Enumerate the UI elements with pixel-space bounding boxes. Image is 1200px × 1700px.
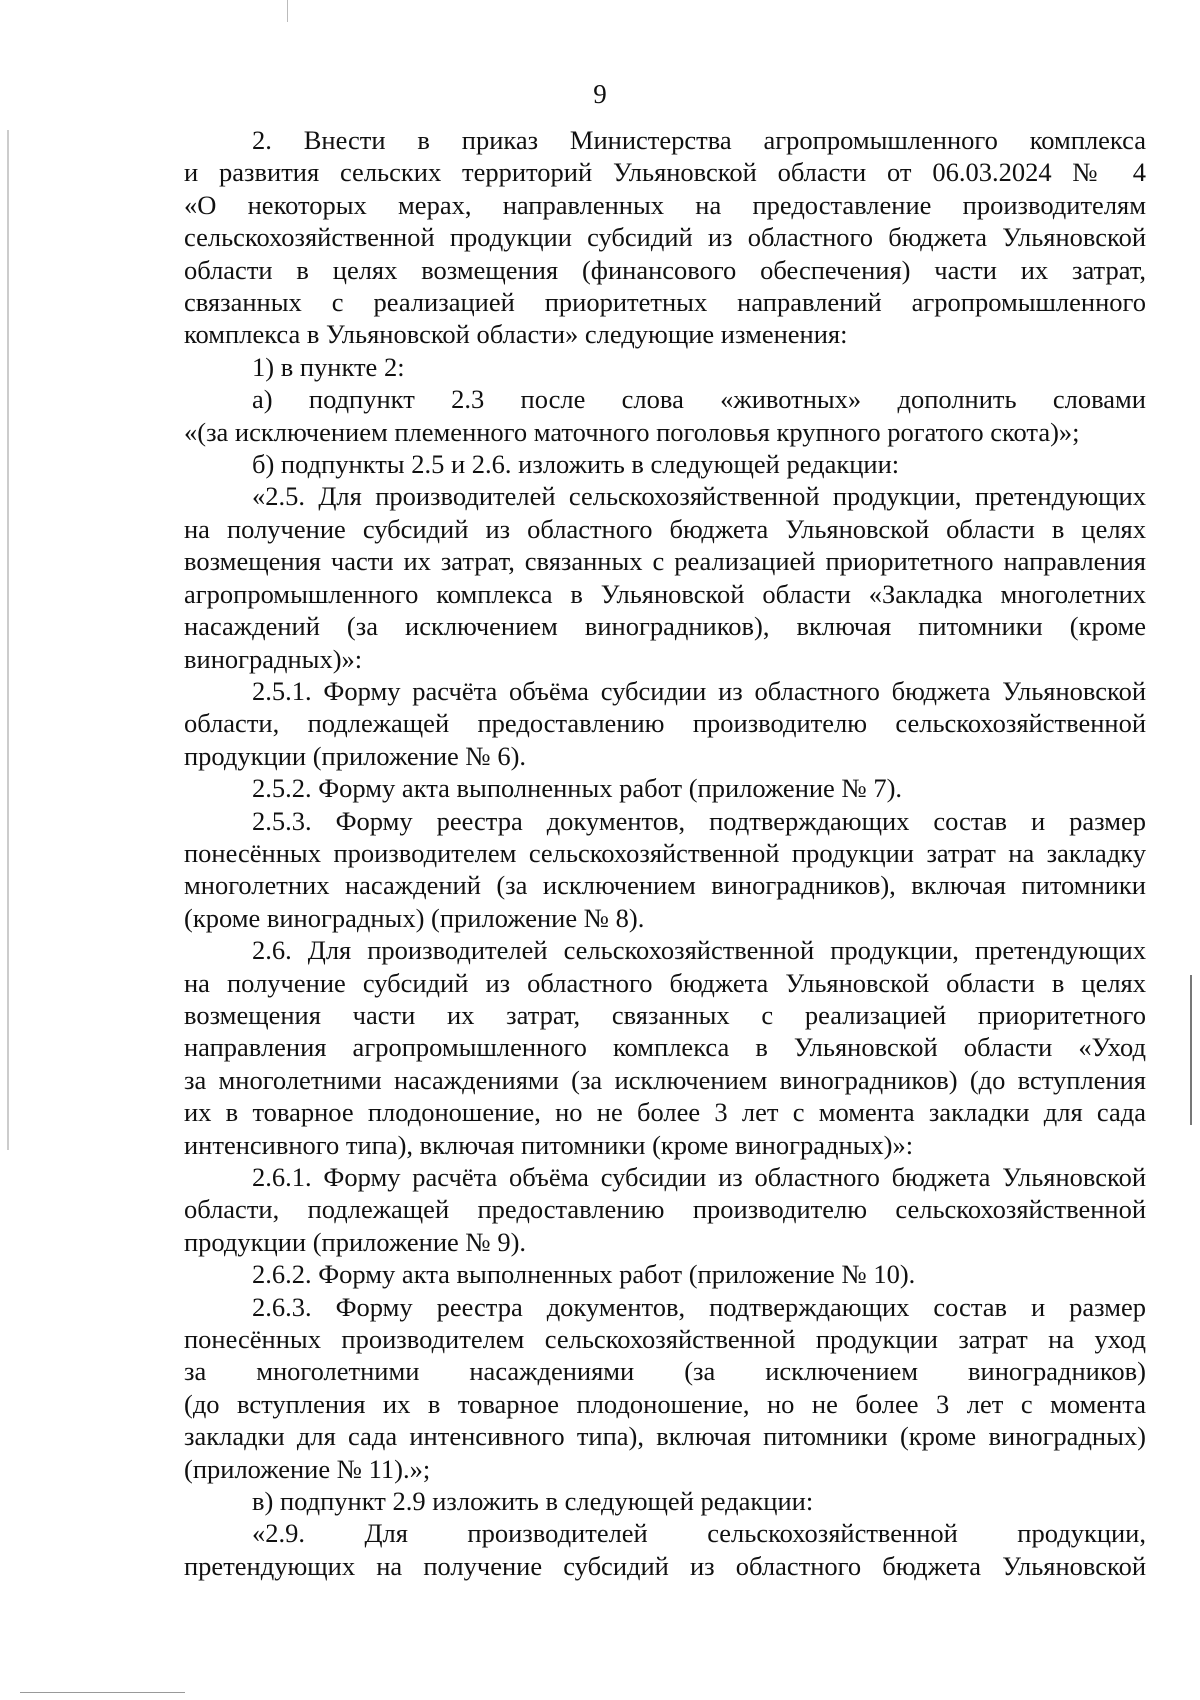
text-line: связанных с реализацией приоритетных направлений агропромышленного [184,287,1146,318]
text-line: агропромышленного комплекса в Ульяновской области «Закладка многолетних [184,578,1146,609]
text-line: 2.5.3. Форму реестра документов, подтверждающих состав и размер [252,805,1146,836]
page-number: 9 [593,79,607,109]
text-line: области в целях возмещения (финансового обеспечения) части их затрат, [184,254,1146,285]
text-line: (до вступления их в товарное плодоношение, но не более 3 лет с момента [184,1388,1146,1419]
text-line: 2. Внести в приказ Министерства агропромышленного комплекса [252,125,1146,155]
text-line: интенсивного типа), включая питомники (кроме виноградных)»: [184,1129,914,1160]
text-line: понесённых производителем сельскохозяйственной продукции затрат на уход [184,1324,1146,1355]
text-line: в) подпункт 2.9 изложить в следующей редакции: [252,1486,814,1517]
text-line: возмещения части их затрат, связанных с реализацией приоритетного [184,999,1146,1030]
text-line: возмещения части их затрат, связанных с реализацией приоритетного направления [184,546,1146,577]
scan-mark-bottom [20,1692,185,1693]
scan-mark-right [1190,975,1192,1125]
text-line: 2.5.2. Форму акта выполненных работ (приложение № 7). [252,773,903,804]
text-line: «2.5. Для производителей сельскохозяйственной продукции, претендующих [252,481,1146,512]
text-line: претендующих на получение субсидий из областного бюджета Ульяновской [184,1550,1146,1581]
text-line: многолетних насаждений (за исключением виноградников), включая питомники [184,870,1146,901]
text-line: «О некоторых мерах, направленных на предоставление производителям [184,189,1146,220]
text-line: закладки для сада интенсивного типа), включая питомники (кроме виноградных) [184,1421,1146,1452]
text-line: 2.6.1. Форму расчёта объёма субсидии из областного бюджета Ульяновской [252,1162,1146,1192]
text-line: области, подлежащей предоставлению производителю сельскохозяйственной [184,708,1146,739]
text-line: за многолетними насаждениями (за исключением виноградников) [184,1356,1146,1387]
text-line: виноградных)»: [184,643,363,674]
text-line: продукции (приложение № 9). [184,1226,527,1257]
text-line: области, подлежащей предоставлению производителю сельскохозяйственной [184,1194,1146,1225]
text-line: понесённых производителем сельскохозяйственной продукции затрат на закладку [184,837,1146,868]
text-line: 2.6.2. Форму акта выполненных работ (приложение № 10). [252,1259,916,1290]
text-line: «2.9. Для производителей сельскохозяйственной продукции, [252,1518,1146,1549]
text-line: комплекса в Ульяновской области» следующие изменения: [184,319,848,350]
text-line: 2.6.3. Форму реестра документов, подтверждающих состав и размер [252,1291,1146,1322]
text-line: 1) в пункте 2: [252,351,405,382]
text-line: на получение субсидий из областного бюджета Ульяновской области в целях [184,967,1146,998]
text-line: продукции (приложение № 6). [184,740,527,771]
text-line: (приложение № 11).»; [184,1453,431,1484]
text-line: сельскохозяйственной продукции субсидий из областного бюджета Ульяновской [184,222,1146,253]
text-line: (кроме виноградных) (приложение № 8). [184,902,645,933]
text-line: 2.6. Для производителей сельскохозяйственной продукции, претендующих [252,935,1146,966]
scan-mark-top [287,0,288,22]
text-line: на получение субсидий из областного бюджета Ульяновской области в целях [184,513,1146,544]
text-line: направления агропромышленного комплекса в Ульяновской области «Уход [184,1032,1146,1063]
text-line: насаждений (за исключением виноградников), включая питомники (кроме [184,611,1146,642]
text-line: «(за исключением племенного маточного поголовья крупного рогатого скота)»; [184,416,1080,447]
text-line: а) подпункт 2.3 после слова «животных» дополнить словами [252,384,1146,415]
text-line: их в товарное плодоношение, но не более 3 лет с момента закладки для сада [184,1097,1146,1128]
scan-mark-left [7,130,9,1150]
text-line: и развития сельских территорий Ульяновской области от 06.03.2024 № 4 [184,157,1146,188]
document-body [184,124,1146,1582]
text-line: за многолетними насаждениями (за исключением виноградников) (до вступления [184,1064,1146,1095]
text-line: б) подпункты 2.5 и 2.6. изложить в следующей редакции: [252,449,900,480]
text-line: 2.5.1. Форму расчёта объёма субсидии из областного бюджета Ульяновской [252,675,1146,706]
